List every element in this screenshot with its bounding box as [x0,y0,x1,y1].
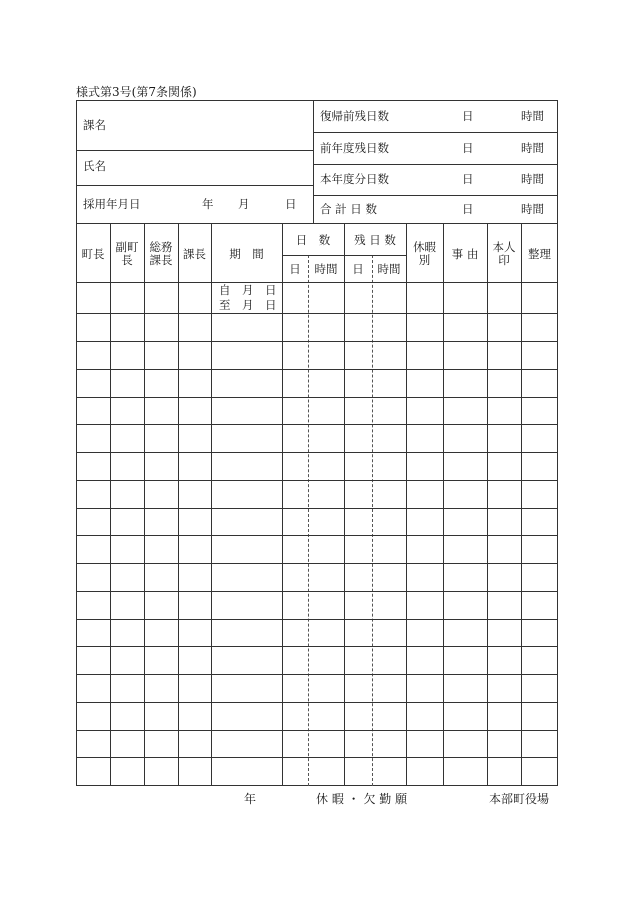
hire-date-year-unit: 年 [202,197,214,211]
column-period: 期 間 [229,247,264,261]
balance-before-return-day-unit: 日 [462,109,474,123]
hire-date-month-unit: 月 [238,197,250,211]
column-remaining-hours: 時間 [377,262,401,276]
previous-year-balance-label: 前年度残日数 [320,141,389,155]
balance-before-return-label: 復帰前残日数 [320,109,389,123]
current-year-days-label: 本年度分日数 [320,172,389,186]
previous-year-balance-day-unit: 日 [462,141,474,155]
column-section-chief: 課長 [183,247,206,261]
office-name: 本部町役場 [489,792,550,806]
previous-year-balance-hour-unit: 時間 [521,141,544,155]
column-remaining-day: 日 [352,262,364,276]
info-divider [313,100,314,224]
column-chief: 町長 [81,247,105,261]
total-days-hour-unit: 時間 [521,202,544,216]
total-days-day-unit: 日 [462,202,474,216]
column-general-affairs-chief: 総務 課長 [149,240,173,267]
footer-year-unit: 年 [244,792,257,806]
period-to: 至 月 日 [219,298,277,312]
balance-before-return-hour-unit: 時間 [521,109,544,123]
column-days-day: 日 [289,262,301,276]
column-remaining: 残 日 数 [354,233,396,247]
column-seal: 本人 印 [492,240,516,267]
column-leave-type: 休暇 別 [413,240,436,267]
column-filing: 整理 [528,247,551,261]
current-year-days-day-unit: 日 [462,172,474,186]
total-days-label: 合 計 日 数 [320,202,377,216]
column-days: 日 数 [295,233,331,247]
hire-date-day-unit: 日 [285,197,297,211]
column-reason: 事 由 [451,247,479,261]
form-number-label: 様式第3号(第7条関係) [76,85,197,99]
info-block [76,100,558,224]
column-days-hours: 時間 [314,262,338,276]
section-name-label: 課名 [83,118,106,132]
current-year-days-hour-unit: 時間 [521,172,544,186]
form-title: 休 暇 ・ 欠 勤 願 [316,792,408,806]
employee-name-label: 氏名 [83,159,106,173]
period-from: 自 月 日 [219,283,277,297]
column-vice-chief: 副町 長 [115,240,139,267]
hire-date-label: 採用年月日 [83,197,141,211]
